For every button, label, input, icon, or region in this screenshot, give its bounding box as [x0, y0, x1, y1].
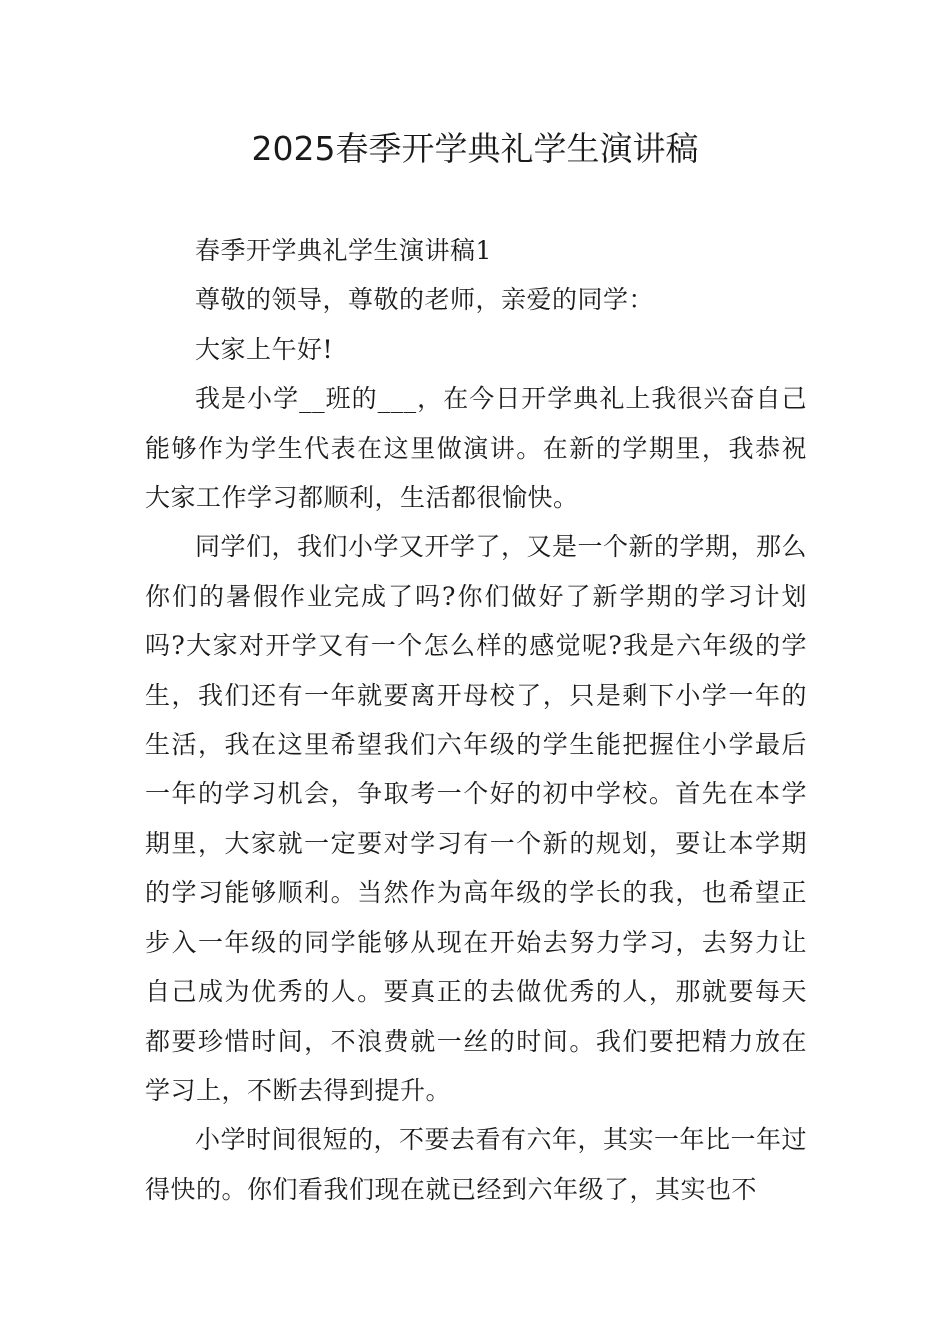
document-title: 2025春季开学典礼学生演讲稿: [251, 129, 699, 168]
paragraph-greeting: 大家上午好!: [195, 334, 334, 364]
paragraph-continuation: 小学时间很短的，不要去看有六年，其实一年比一年过得快的。你们看我们现在就已经到六年级了，其实也不: [145, 1125, 808, 1204]
paragraph-salutation: 尊敬的领导，尊敬的老师，亲爱的同学：: [195, 285, 655, 315]
paragraph-main: 同学们，我们小学又开学了，又是一个新的学期，那么你们的暑假作业完成了吗?你们做好了新学期的学习计划吗?大家对开学又有一个怎么样的感觉呢?我是六年级的学生，我们还有一年就要离开母校了，只是剩下小学一年的生活，我在这里希望我们六年级的学生能把握住小学最后一年的学习机会，争取考一个好的初中学校。首先在本学期里，大家就一定要对学习有一个新的规划，要让本学期的学习能够顺利。当然作为高年级的学长的我，也希望正步入一年级的同学能够从现在开始去努力学习，去努力让自己成为优秀的人。要真正的去做优秀的人，那就要每天都要珍惜时间，不浪费就一丝的时间。我们要把精力放在学习上，不断去得到提升。: [145, 532, 808, 1105]
paragraph-subtitle: 春季开学典礼学生演讲稿1: [195, 236, 492, 265]
paragraph-introduction: 我是小学__班的___，在今日开学典礼上我很兴奋自己能够作为学生代表在这里做演讲。在新的学期里，我恭祝大家工作学习都顺利，生活都很愉快。: [145, 384, 807, 513]
document-body: [145, 226, 807, 1214]
